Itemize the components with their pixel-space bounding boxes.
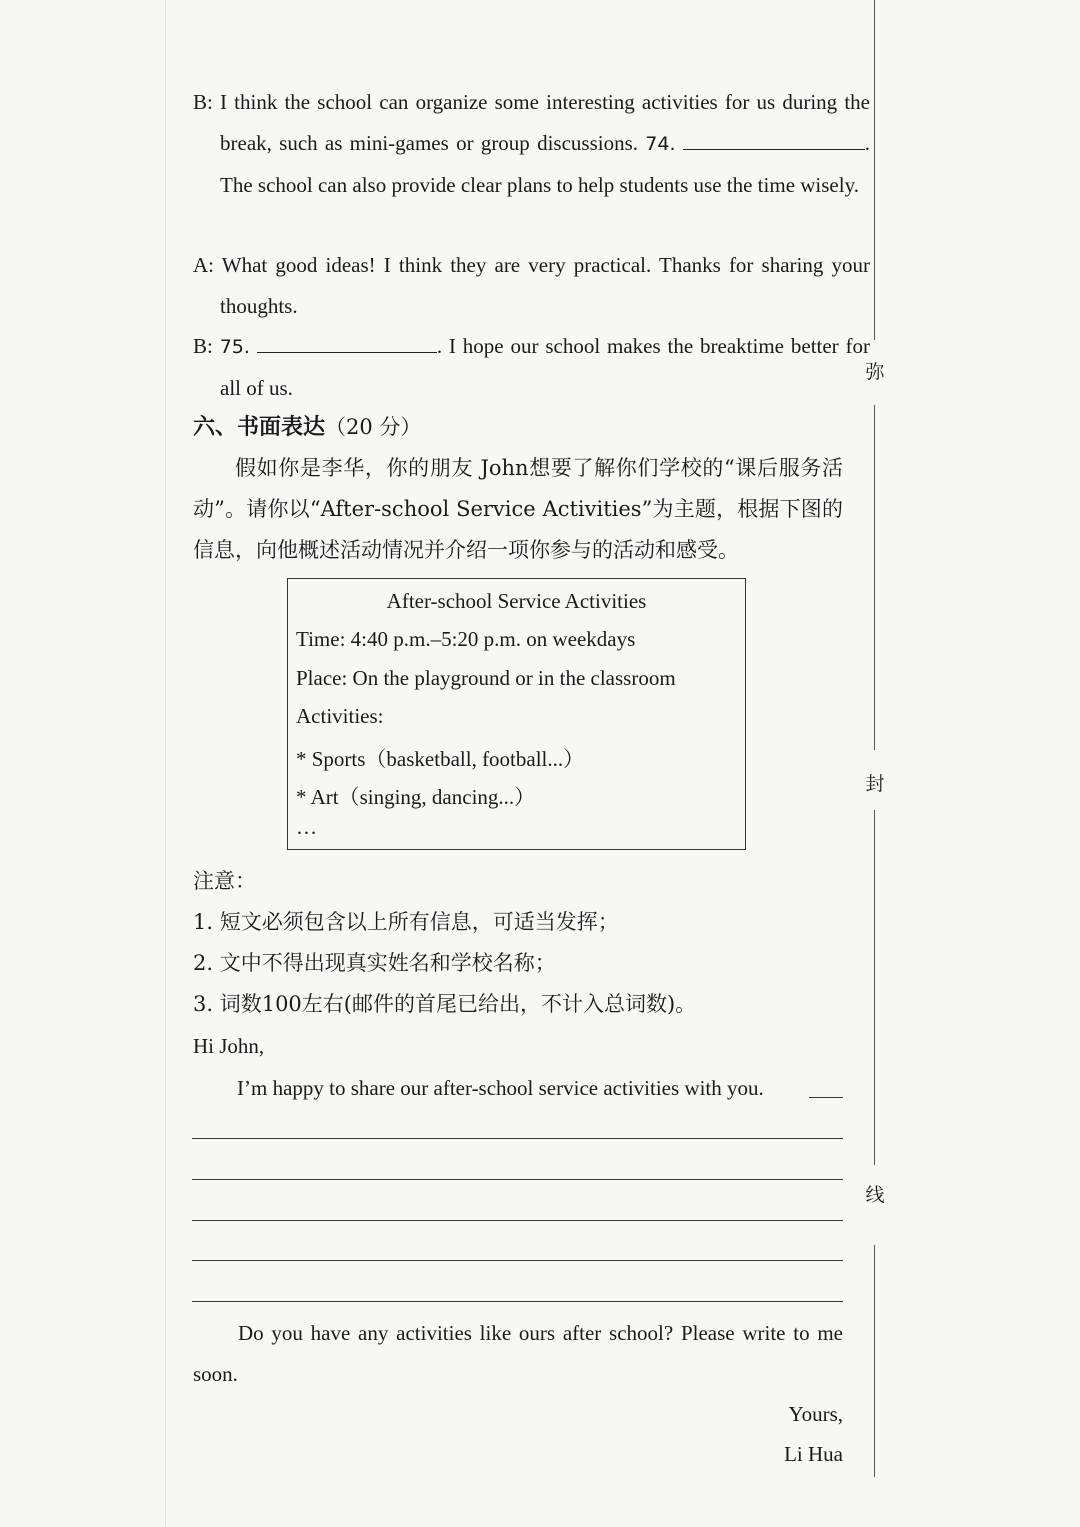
binding-char-xian: 线 [865,1184,885,1206]
info-more: … [296,815,317,839]
dialogue-text: . I hope our school makes the breaktime better for all of us. [220,334,871,400]
speaker-b: B: [193,334,213,358]
answer-blank-74[interactable] [683,123,865,150]
writing-line[interactable] [192,1138,843,1139]
info-activity-art: * Art（singing, dancing...） [296,785,536,809]
section-heading [193,407,421,448]
dialogue-a [193,245,870,327]
writing-line[interactable] [192,1179,843,1180]
section-points: （20 分） [325,415,422,439]
writing-line[interactable] [192,1301,843,1302]
dialogue-text: . The school can also provide clear plans to help students use the time wisely. [220,131,871,197]
writing-line[interactable] [192,1260,843,1261]
writing-prompt: 假如你是李华，你的朋友 John想要了解你们学校的“课后服务活动”。请你以“After-school Service Activities”为主题，根据下图的信息，向他概述活动情况并介绍一项你参与的活动和感受。 [193,456,843,562]
letter-opening: I’m happy to share our after-school service activities with you. [237,1076,764,1100]
binding-char-mi: 弥 [865,361,885,383]
note-3: 3. 词数100左右(邮件的首尾已给出，不计入总词数)。 [193,992,697,1016]
page-margin-line [165,0,166,1527]
dialogue-text: What good ideas! I think they are very practical. Thanks for sharing your thoughts. [220,253,871,318]
letter-greeting: Hi John, [193,1034,265,1058]
dialogue-text: I think the school can organize some interesting activities for us during the break, such as mini-games or group discussions. [220,90,870,155]
writing-line[interactable] [192,1220,843,1221]
speaker-a: A: [193,253,214,277]
section-title: 六、书面表达 [193,415,326,440]
binding-line-segment [874,405,875,750]
writing-line-start[interactable] [809,1097,843,1098]
dialogue-b-75 [193,326,870,409]
binding-char-feng: 封 [865,773,885,795]
notes-label: 注意： [193,869,256,893]
letter-signature: Li Hua [784,1442,843,1466]
info-box [287,578,746,850]
letter-closing: Do you have any activities like ours after school? Please write to me soon. [193,1321,843,1386]
info-activity-sports: * Sports（basketball, football...） [296,747,585,771]
binding-line-segment [874,0,875,340]
note-2: 2. 文中不得出现真实姓名和学校名称； [193,951,556,975]
info-time: Time: 4:40 p.m.–5:20 p.m. on weekdays [296,627,636,651]
info-place: Place: On the playground or in the classroom [296,666,676,690]
question-number: 75. [219,336,250,358]
binding-line-segment [874,810,875,1165]
answer-blank-75[interactable] [257,326,437,353]
letter-signoff: Yours, [788,1402,843,1426]
dialogue-b-74 [193,82,870,206]
speaker-b: B: [193,90,213,114]
binding-line-segment [874,1245,875,1477]
note-1: 1. 短文必须包含以上所有信息，可适当发挥； [193,910,619,934]
info-activities-label: Activities: [296,704,384,728]
info-box-title: After-school Service Activities [386,589,647,613]
question-number: 74. [645,133,676,155]
